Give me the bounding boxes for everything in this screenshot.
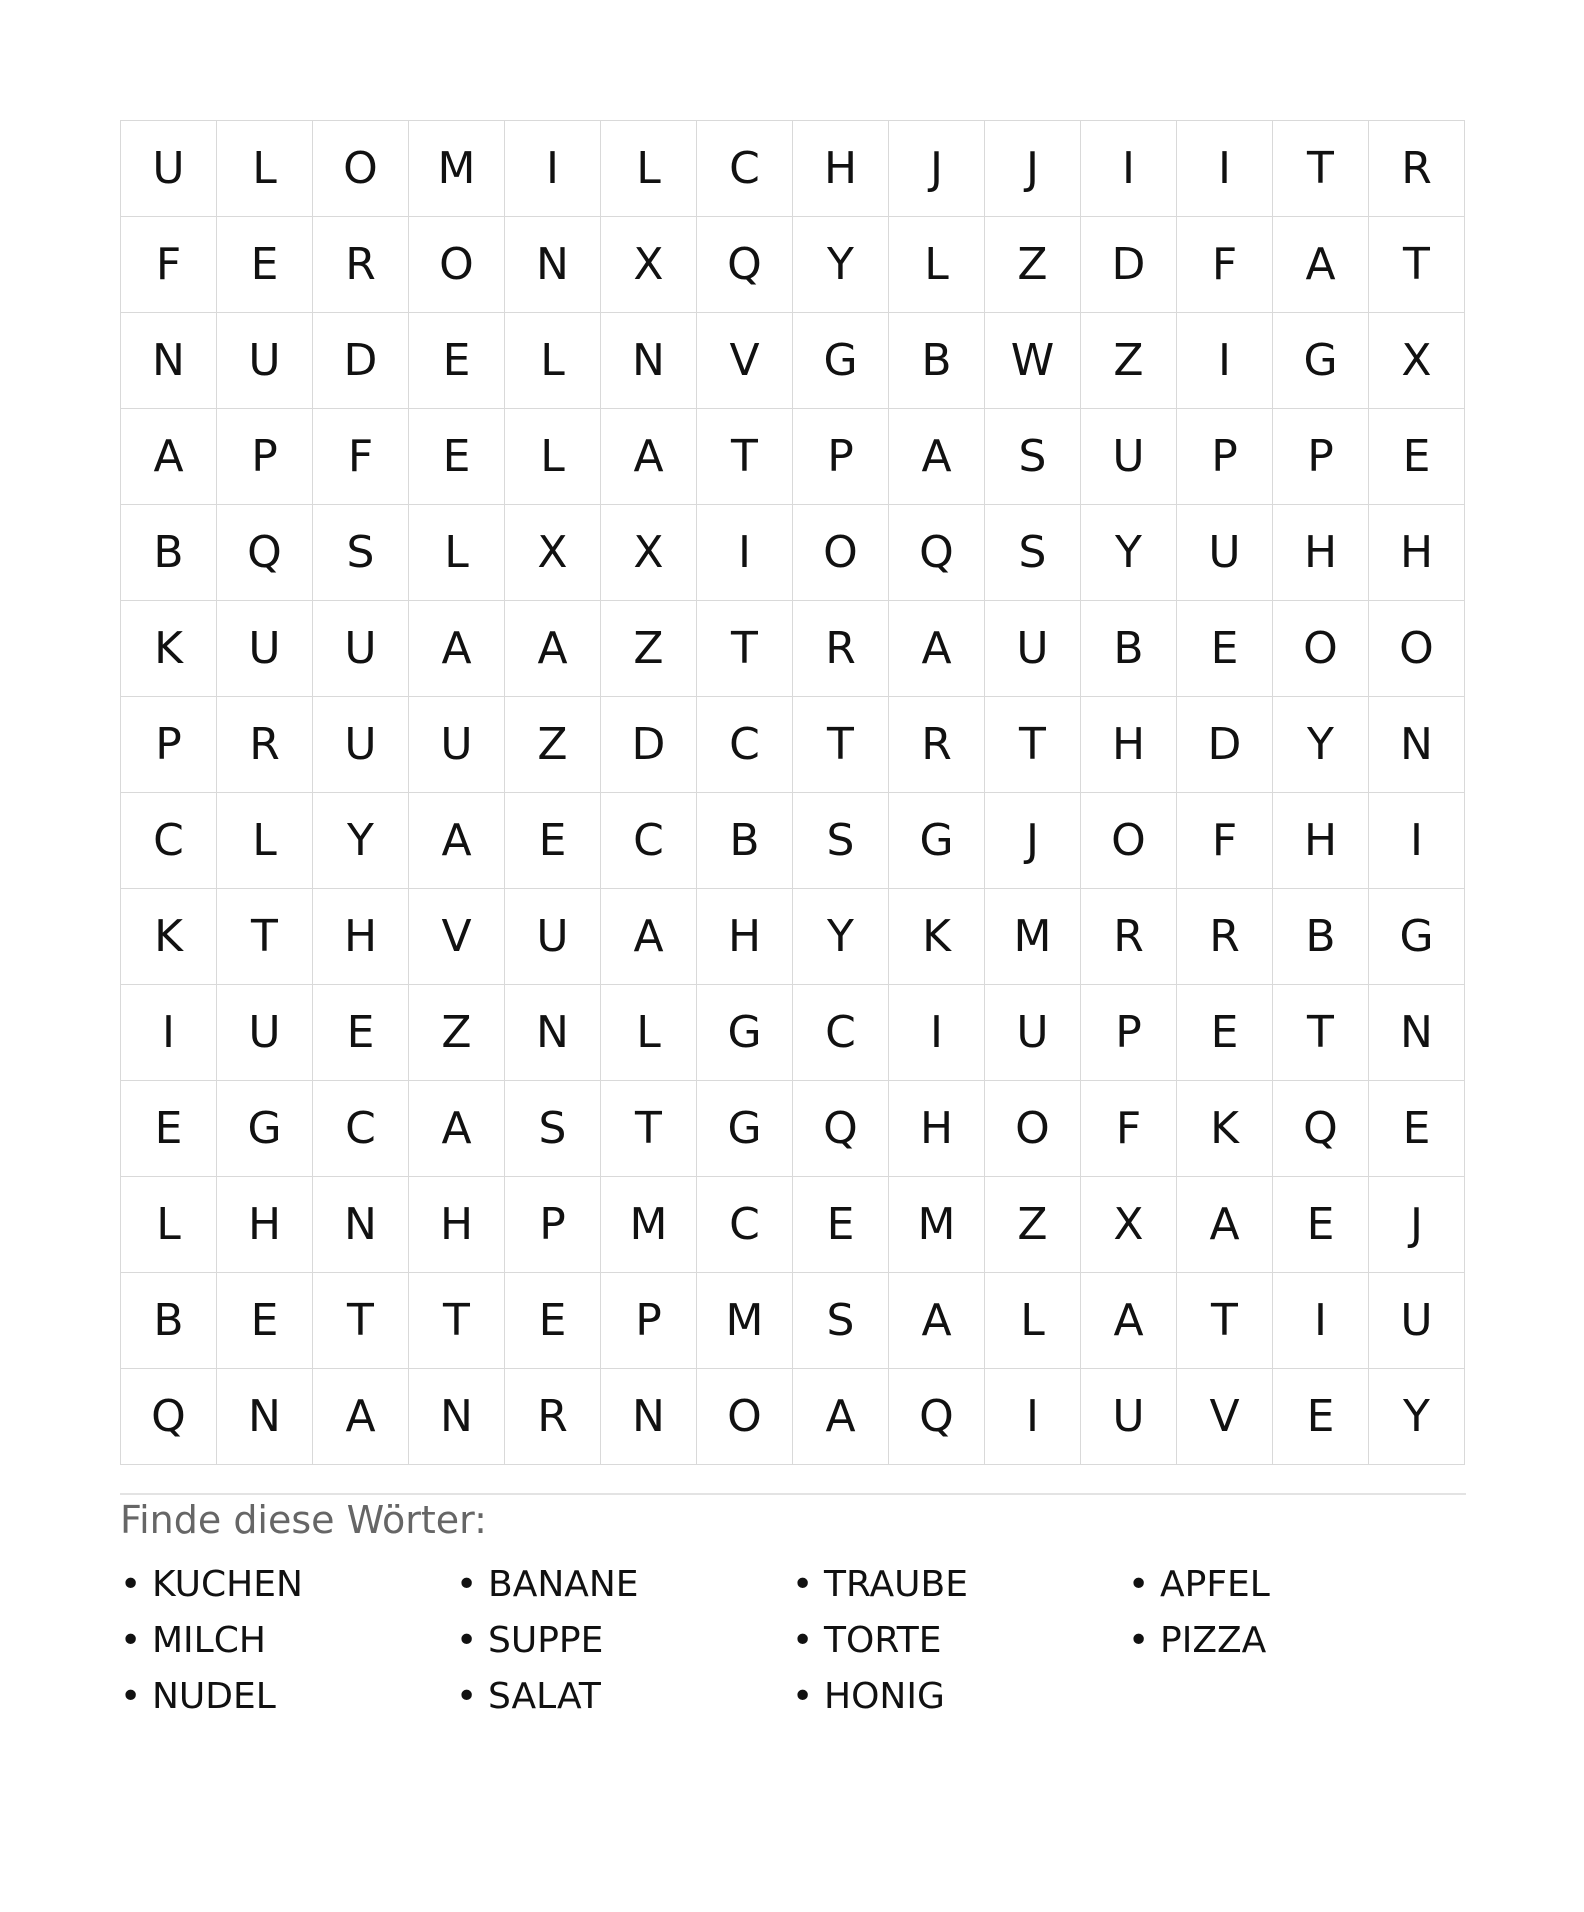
grid-cell[interactable]: J [1369, 1177, 1465, 1273]
grid-cell[interactable]: T [697, 409, 793, 505]
grid-cell[interactable]: I [1177, 121, 1273, 217]
grid-cell[interactable]: U [505, 889, 601, 985]
grid-cell[interactable]: R [889, 697, 985, 793]
grid-cell[interactable]: U [1081, 1369, 1177, 1465]
grid-cell[interactable]: E [313, 985, 409, 1081]
grid-cell[interactable]: B [121, 505, 217, 601]
grid-cell[interactable]: N [505, 217, 601, 313]
grid-cell[interactable]: H [1369, 505, 1465, 601]
grid-cell[interactable]: Q [889, 505, 985, 601]
grid-cell[interactable]: N [121, 313, 217, 409]
grid-cell[interactable]: A [1177, 1177, 1273, 1273]
grid-cell[interactable]: Q [217, 505, 313, 601]
grid-cell[interactable]: H [217, 1177, 313, 1273]
grid-cell[interactable]: I [889, 985, 985, 1081]
word-list [120, 1556, 1466, 1724]
grid-cell[interactable]: B [1273, 889, 1369, 985]
grid-cell[interactable]: L [985, 1273, 1081, 1369]
grid-cell[interactable]: A [409, 1081, 505, 1177]
grid-cell[interactable]: U [217, 601, 313, 697]
word-label: SUPPE [488, 1619, 604, 1661]
grid-cell[interactable]: N [313, 1177, 409, 1273]
grid-cell[interactable]: F [1177, 793, 1273, 889]
grid-cell[interactable]: U [985, 985, 1081, 1081]
grid-cell[interactable]: H [1081, 697, 1177, 793]
grid-cell[interactable]: T [1177, 1273, 1273, 1369]
grid-cell[interactable]: K [1177, 1081, 1273, 1177]
grid-cell[interactable]: H [697, 889, 793, 985]
grid-cell[interactable]: C [697, 121, 793, 217]
grid-cell[interactable]: H [889, 1081, 985, 1177]
grid-cell[interactable]: M [601, 1177, 697, 1273]
grid-cell[interactable]: I [985, 1369, 1081, 1465]
grid-cell[interactable]: H [1273, 505, 1369, 601]
grid-cell[interactable]: Z [601, 601, 697, 697]
grid-cell[interactable]: N [505, 985, 601, 1081]
grid-cell[interactable]: S [793, 793, 889, 889]
grid-cell[interactable]: U [1177, 505, 1273, 601]
grid-cell[interactable]: G [217, 1081, 313, 1177]
grid-cell[interactable]: N [1369, 985, 1465, 1081]
grid-cell[interactable]: N [409, 1369, 505, 1465]
grid-cell[interactable]: I [697, 505, 793, 601]
word-list-item [1128, 1612, 1464, 1668]
grid-cell[interactable]: S [505, 1081, 601, 1177]
bullet-icon: • [1128, 1563, 1150, 1605]
grid-cell[interactable]: Z [409, 985, 505, 1081]
bullet-icon: • [792, 1619, 814, 1661]
grid-cell[interactable]: A [889, 1273, 985, 1369]
grid-cell[interactable]: E [121, 1081, 217, 1177]
grid-cell[interactable]: F [121, 217, 217, 313]
grid-cell[interactable]: O [1273, 601, 1369, 697]
grid-cell[interactable]: E [409, 409, 505, 505]
word-list-item [456, 1668, 792, 1724]
word-label: TORTE [824, 1619, 942, 1661]
grid-cell[interactable]: J [985, 793, 1081, 889]
grid-cell[interactable]: B [121, 1273, 217, 1369]
grid-cell[interactable]: E [505, 1273, 601, 1369]
grid-cell[interactable]: S [985, 409, 1081, 505]
grid-cell[interactable]: T [601, 1081, 697, 1177]
grid-cell[interactable]: A [313, 1369, 409, 1465]
bullet-icon: • [792, 1563, 814, 1605]
grid-cell[interactable]: X [601, 505, 697, 601]
grid-cell[interactable]: E [409, 313, 505, 409]
grid-cell[interactable]: T [985, 697, 1081, 793]
grid-cell[interactable]: U [313, 697, 409, 793]
grid-cell[interactable]: U [313, 601, 409, 697]
grid-cell[interactable]: T [1369, 217, 1465, 313]
grid-cell[interactable]: G [793, 313, 889, 409]
grid-cell[interactable]: D [313, 313, 409, 409]
grid-cell[interactable]: C [121, 793, 217, 889]
bullet-icon: • [456, 1619, 478, 1661]
word-list-item [792, 1668, 1128, 1724]
grid-cell[interactable]: M [985, 889, 1081, 985]
grid-cell[interactable]: P [601, 1273, 697, 1369]
grid-cell[interactable]: C [793, 985, 889, 1081]
bullet-icon: • [120, 1563, 142, 1605]
grid-cell[interactable]: H [409, 1177, 505, 1273]
word-label: PIZZA [1160, 1619, 1267, 1661]
grid-cell[interactable]: I [1369, 793, 1465, 889]
grid-cell[interactable]: G [697, 1081, 793, 1177]
words-heading: Finde diese Wörter: [120, 1498, 487, 1542]
grid-cell[interactable]: B [889, 313, 985, 409]
word-list-item [792, 1556, 1128, 1612]
grid-cell[interactable]: S [985, 505, 1081, 601]
grid-cell[interactable]: R [313, 217, 409, 313]
grid-cell[interactable]: T [409, 1273, 505, 1369]
grid-cell[interactable]: B [1081, 601, 1177, 697]
grid-cell[interactable]: E [505, 793, 601, 889]
grid-cell[interactable]: A [793, 1369, 889, 1465]
word-list-item [792, 1612, 1128, 1668]
word-list-item [456, 1612, 792, 1668]
bullet-icon: • [120, 1619, 142, 1661]
grid-cell[interactable]: L [889, 217, 985, 313]
grid-cell[interactable]: A [409, 793, 505, 889]
grid-cell[interactable]: A [505, 601, 601, 697]
grid-cell[interactable]: A [409, 601, 505, 697]
grid-cell[interactable]: P [121, 697, 217, 793]
grid-cell[interactable]: L [217, 793, 313, 889]
grid-cell[interactable]: A [889, 409, 985, 505]
grid-cell[interactable]: O [409, 217, 505, 313]
grid-cell[interactable]: T [697, 601, 793, 697]
grid-cell[interactable]: U [217, 985, 313, 1081]
grid-cell[interactable]: M [697, 1273, 793, 1369]
grid-cell[interactable]: N [601, 313, 697, 409]
grid-cell[interactable]: E [1369, 1081, 1465, 1177]
grid-cell[interactable]: X [1081, 1177, 1177, 1273]
grid-cell[interactable]: Q [889, 1369, 985, 1465]
grid-cell[interactable]: R [217, 697, 313, 793]
grid-cell[interactable]: A [601, 889, 697, 985]
grid-cell[interactable]: Y [793, 889, 889, 985]
grid-cell[interactable]: L [121, 1177, 217, 1273]
grid-cell[interactable]: U [1369, 1273, 1465, 1369]
bullet-icon: • [456, 1563, 478, 1605]
grid-cell[interactable]: G [889, 793, 985, 889]
grid-cell[interactable]: V [1177, 1369, 1273, 1465]
word-search-grid [120, 120, 1465, 1465]
grid-cell[interactable]: A [121, 409, 217, 505]
grid-cell[interactable]: Z [505, 697, 601, 793]
grid-cell[interactable]: P [505, 1177, 601, 1273]
grid-cell[interactable]: E [217, 1273, 313, 1369]
grid-cell[interactable]: M [409, 121, 505, 217]
grid-cell[interactable]: U [985, 601, 1081, 697]
grid-cell[interactable]: R [793, 601, 889, 697]
bullet-icon: • [792, 1675, 814, 1717]
grid-cell[interactable]: P [1081, 985, 1177, 1081]
grid-cell[interactable]: E [1369, 409, 1465, 505]
grid-cell[interactable]: I [1177, 313, 1273, 409]
grid-cell[interactable]: T [1273, 985, 1369, 1081]
grid-cell[interactable]: N [1369, 697, 1465, 793]
grid-cell[interactable]: I [505, 121, 601, 217]
grid-cell[interactable]: M [889, 1177, 985, 1273]
grid-cell[interactable]: K [121, 889, 217, 985]
grid-cell[interactable]: J [985, 121, 1081, 217]
grid-cell[interactable]: X [505, 505, 601, 601]
word-list-item [120, 1556, 456, 1612]
grid-cell[interactable]: R [505, 1369, 601, 1465]
grid-cell[interactable]: P [793, 409, 889, 505]
grid-cell[interactable]: D [1177, 697, 1273, 793]
grid-cell[interactable]: Y [793, 217, 889, 313]
grid-cell[interactable]: O [697, 1369, 793, 1465]
grid-cell[interactable]: H [1273, 793, 1369, 889]
grid-cell[interactable]: P [1177, 409, 1273, 505]
grid-cell[interactable]: A [1081, 1273, 1177, 1369]
grid-cell[interactable]: Y [1081, 505, 1177, 601]
grid-cell[interactable]: X [601, 217, 697, 313]
grid-cell[interactable]: D [1081, 217, 1177, 313]
word-label: HONIG [824, 1675, 945, 1717]
word-label: APFEL [1160, 1563, 1270, 1605]
grid-cell[interactable]: G [697, 985, 793, 1081]
grid-cell[interactable]: L [217, 121, 313, 217]
grid-cell[interactable]: Z [985, 217, 1081, 313]
grid-cell[interactable]: W [985, 313, 1081, 409]
grid-cell[interactable]: R [1081, 889, 1177, 985]
grid-cell[interactable]: Y [1273, 697, 1369, 793]
grid-cell[interactable]: G [1273, 313, 1369, 409]
grid-cell[interactable]: E [1273, 1369, 1369, 1465]
grid-cell[interactable]: P [1273, 409, 1369, 505]
grid-cell[interactable]: G [1369, 889, 1465, 985]
grid-cell[interactable]: C [601, 793, 697, 889]
grid-cell[interactable]: S [793, 1273, 889, 1369]
grid-cell[interactable]: N [601, 1369, 697, 1465]
grid-cell[interactable]: E [1273, 1177, 1369, 1273]
word-label: MILCH [152, 1619, 266, 1661]
grid-cell[interactable]: Q [1273, 1081, 1369, 1177]
word-label: SALAT [488, 1675, 601, 1717]
grid-cell[interactable]: Q [121, 1369, 217, 1465]
grid-cell[interactable]: I [121, 985, 217, 1081]
grid-cell[interactable]: E [217, 217, 313, 313]
grid-cell[interactable]: F [1081, 1081, 1177, 1177]
grid-cell[interactable]: T [793, 697, 889, 793]
grid-cell[interactable]: L [601, 121, 697, 217]
grid-cell[interactable]: S [313, 505, 409, 601]
grid-cell[interactable]: Y [313, 793, 409, 889]
grid-cell[interactable]: A [889, 601, 985, 697]
grid-cell[interactable]: F [1177, 217, 1273, 313]
grid-cell[interactable]: Z [1081, 313, 1177, 409]
grid-cell[interactable]: B [697, 793, 793, 889]
grid-cell[interactable]: U [1081, 409, 1177, 505]
grid-cell[interactable]: C [313, 1081, 409, 1177]
grid-cell[interactable]: E [1177, 985, 1273, 1081]
word-label: BANANE [488, 1563, 639, 1605]
grid-cell[interactable]: L [505, 409, 601, 505]
grid-cell[interactable]: C [697, 1177, 793, 1273]
grid-cell[interactable]: F [313, 409, 409, 505]
grid-cell[interactable]: O [1081, 793, 1177, 889]
grid-cell[interactable]: H [313, 889, 409, 985]
word-list-item [120, 1668, 456, 1724]
word-label: TRAUBE [824, 1563, 968, 1605]
grid-cell[interactable]: I [1081, 121, 1177, 217]
grid-cell[interactable]: C [697, 697, 793, 793]
word-label: NUDEL [152, 1675, 276, 1717]
grid-cell[interactable]: U [217, 313, 313, 409]
grid-cell[interactable]: P [217, 409, 313, 505]
grid-cell[interactable]: A [601, 409, 697, 505]
grid-cell[interactable]: D [601, 697, 697, 793]
grid-cell[interactable]: V [697, 313, 793, 409]
word-label: KUCHEN [152, 1563, 303, 1605]
grid-cell[interactable]: T [217, 889, 313, 985]
grid-cell[interactable]: K [889, 889, 985, 985]
grid-cell[interactable]: L [505, 313, 601, 409]
grid-cell[interactable]: E [793, 1177, 889, 1273]
bullet-icon: • [1128, 1619, 1150, 1661]
grid-cell[interactable]: R [1177, 889, 1273, 985]
grid-cell[interactable]: X [1369, 313, 1465, 409]
bullet-icon: • [456, 1675, 478, 1717]
grid-cell[interactable]: O [985, 1081, 1081, 1177]
word-list-item [1128, 1556, 1464, 1612]
grid-cell[interactable]: Z [985, 1177, 1081, 1273]
divider [120, 1493, 1466, 1495]
grid-cell[interactable]: H [793, 121, 889, 217]
grid-cell[interactable]: L [601, 985, 697, 1081]
grid-cell[interactable]: O [793, 505, 889, 601]
grid-cell[interactable]: J [889, 121, 985, 217]
grid-cell[interactable]: K [121, 601, 217, 697]
grid-cell[interactable]: O [1369, 601, 1465, 697]
grid-cell[interactable]: V [409, 889, 505, 985]
grid-cell[interactable]: Q [793, 1081, 889, 1177]
grid-cell[interactable]: A [1273, 217, 1369, 313]
grid-cell[interactable]: I [1273, 1273, 1369, 1369]
word-list-item [120, 1612, 456, 1668]
word-list-item [456, 1556, 792, 1612]
grid-cell[interactable]: R [1369, 121, 1465, 217]
grid-cell[interactable]: T [1273, 121, 1369, 217]
grid-cell[interactable]: N [217, 1369, 313, 1465]
grid-cell[interactable]: Y [1369, 1369, 1465, 1465]
grid-cell[interactable]: Q [697, 217, 793, 313]
grid-cell[interactable]: O [313, 121, 409, 217]
bullet-icon: • [120, 1675, 142, 1717]
grid-cell[interactable]: U [121, 121, 217, 217]
grid-cell[interactable]: U [409, 697, 505, 793]
grid-cell[interactable]: L [409, 505, 505, 601]
grid-cell[interactable]: T [313, 1273, 409, 1369]
grid-cell[interactable]: E [1177, 601, 1273, 697]
